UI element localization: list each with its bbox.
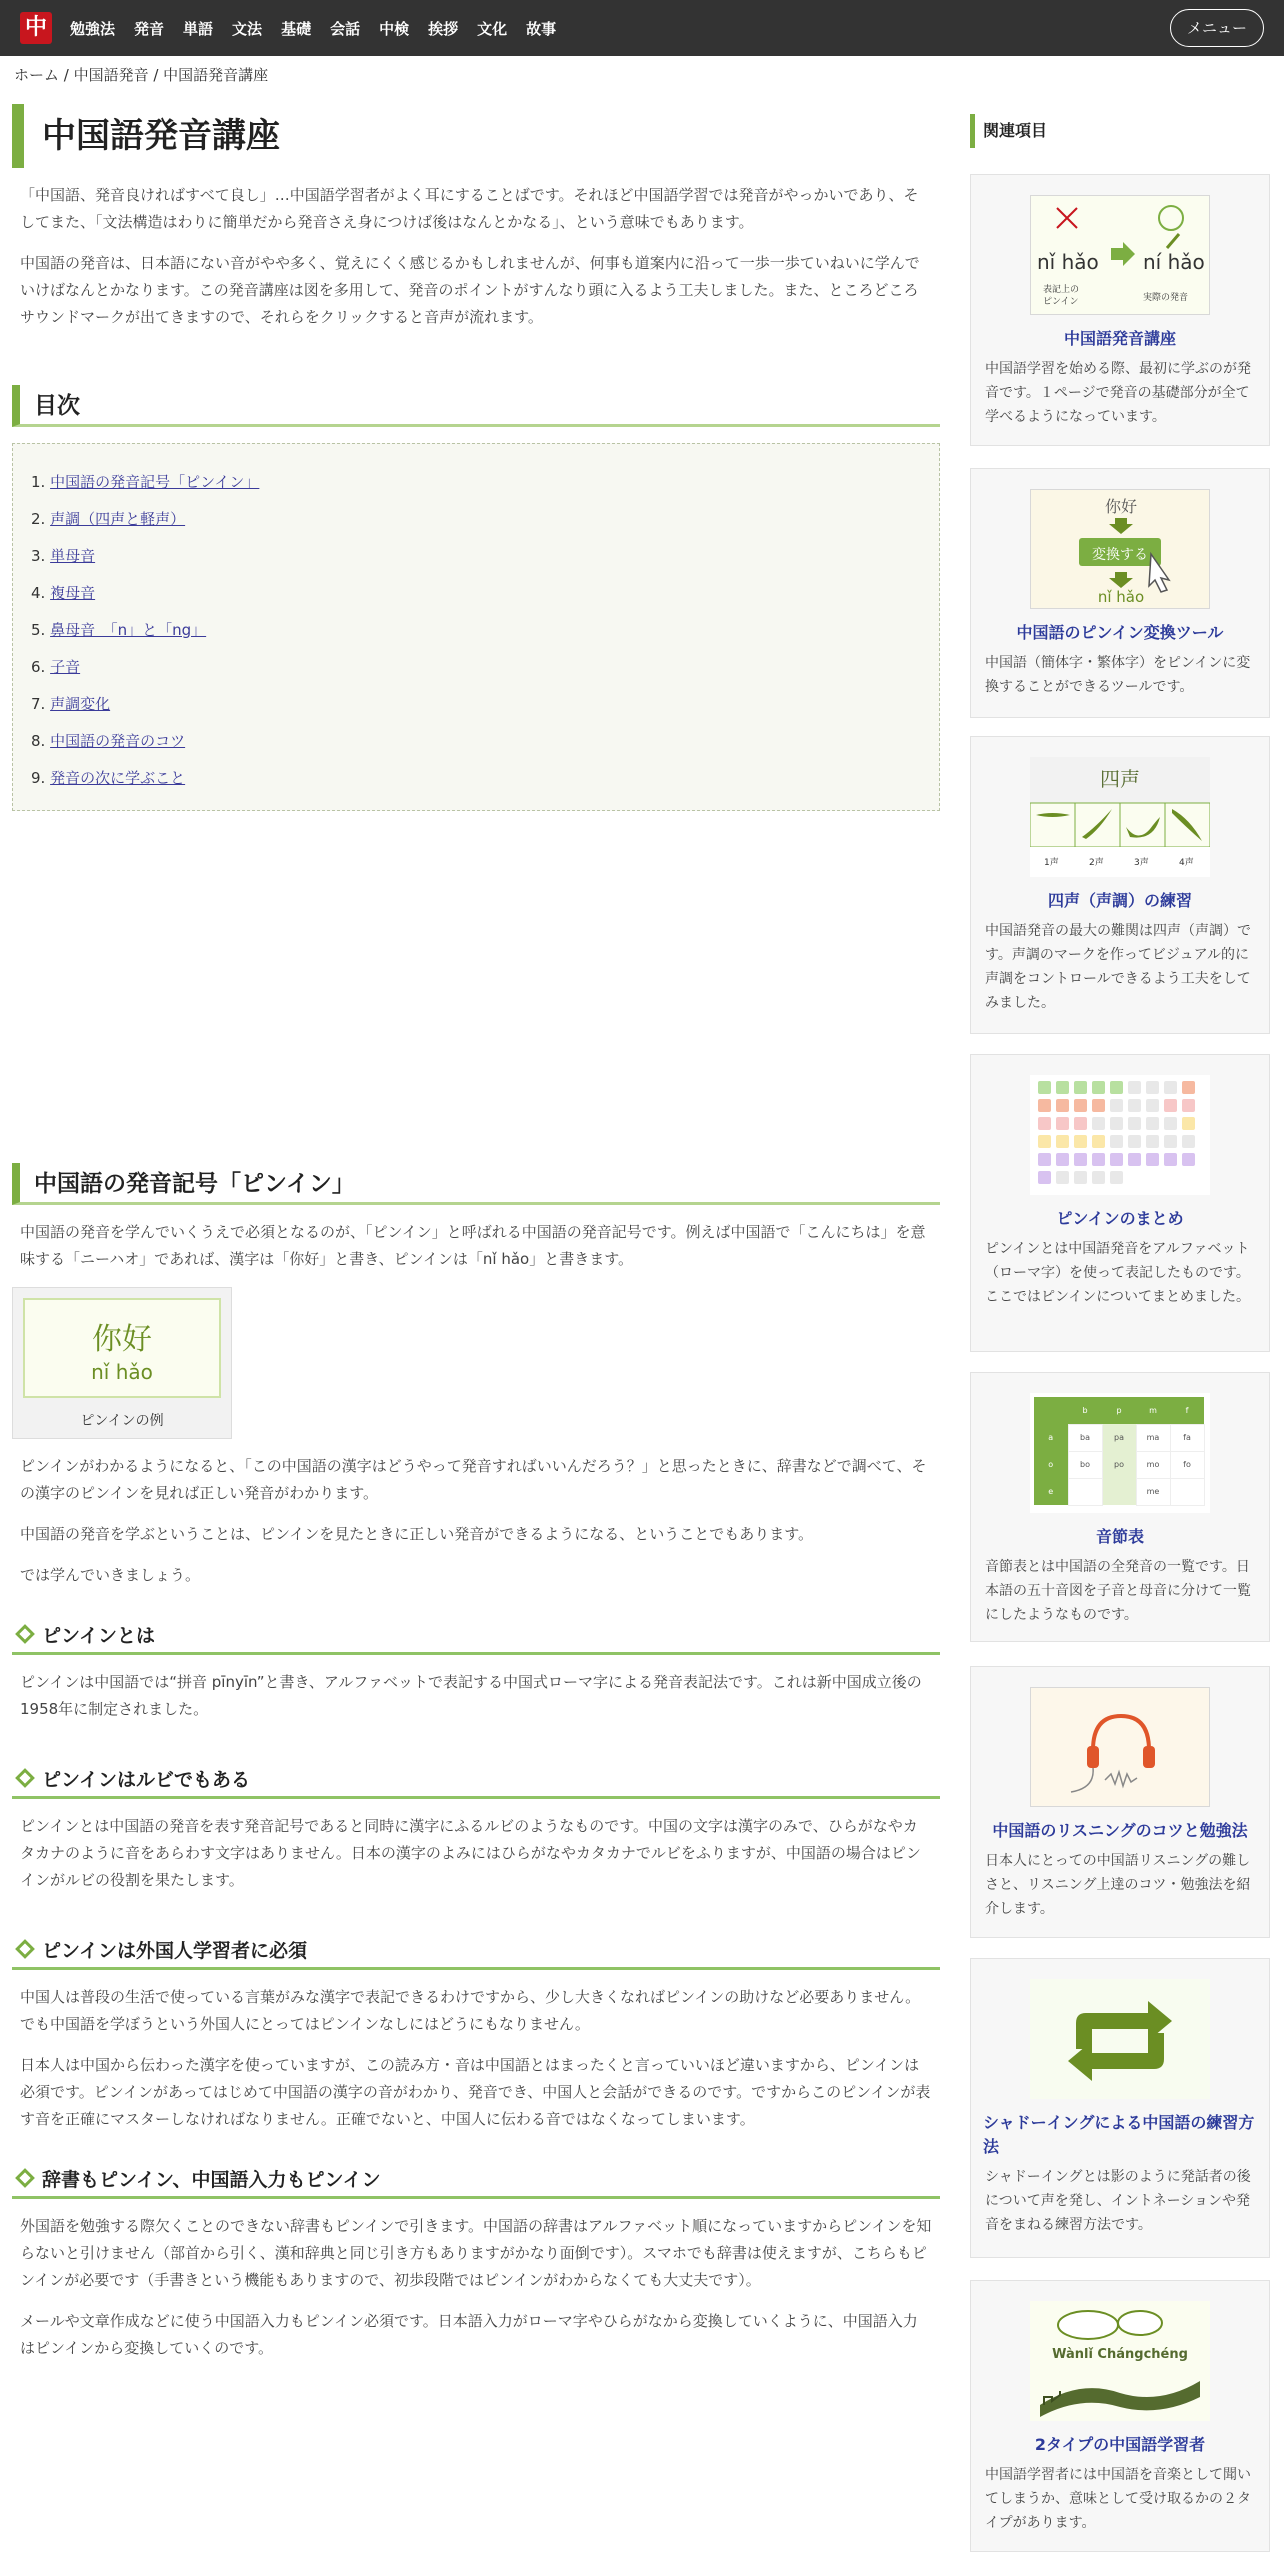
subsection-dictionary-input [12,2161,940,2199]
card-image [1030,1075,1210,1195]
card-title[interactable]: 中国語発音講座 [1063,329,1176,348]
card-image [1030,1687,1210,1807]
pinyin-grid-cell [1056,1153,1069,1166]
headphones-icon [1031,1688,1210,1807]
card8-pinyin-text: Wànlǐ Chángchéng [1052,2347,1188,2362]
card-image [1030,195,1210,315]
toc-item: 5. 鼻母音 「n」と「ng」 [31,621,207,639]
card-title[interactable]: 中国語のピンイン変換ツール [1016,623,1224,642]
pinyin-required-paragraph-2: 日本人は中国から伝わった漢字を使っていますが、この読み方・音は中国語とはまったくと言っていいほど違いますから、ピンインは必須です。ピンインがあってはじめて中国語の漢字の音がわかり、発音でき、中国人と会話ができるのです。ですからこのピンインが表す音を正確にマスターしなければなりません。正確でないと、中国人に伝わる音ではなくなってしまいます。 [20,2056,931,2128]
pinyin-grid-cell [1128,1153,1141,1166]
nav-item-grammar[interactable]: 文法 [232,19,263,38]
subsection-title: ピンインは外国人学習者に必須 [42,1940,308,1962]
pinyin-grid-cell [1074,1153,1087,1166]
pinyin-grid-cell [1074,1099,1087,1112]
pinyin-grid-cell [1146,1153,1159,1166]
subsection-title: ピンインはルビでもある [42,1769,251,1791]
pinyin-grid-cell [1092,1081,1105,1094]
card-image [1030,757,1210,877]
related-card-pronunciation-course[interactable] [970,174,1270,446]
pinyin-grid-cell [1182,1081,1195,1094]
related-card-shadowing[interactable] [970,1958,1270,2258]
top-navigation-bar [0,0,1284,56]
pinyin-grid-cell [1182,1153,1195,1166]
toc-link-tips[interactable]: 中国語の発音のコツ [50,732,186,750]
card-image [1030,489,1210,609]
toc-item: 8. 中国語の発音のコツ [31,732,186,750]
card-description: 中国語学習者には中国語を音楽として聞いてしまうか、意味として受け取るかの２タイプがあります。 [985,2467,1251,2531]
section-pinyin-heading: 中国語の発音記号「ピンイン」 [12,1163,940,1205]
pinyin-grid-cell [1128,1135,1141,1148]
toc-link-compound-vowels[interactable]: 複母音 [50,584,96,602]
repeat-arrows-icon [1030,1979,1210,2099]
example-hanzi: 你好 [92,1322,152,1357]
card-description: 日本人にとっての中国語リスニングの難しさと、リスニング上達のコツ・勉強法を紹介します。 [985,1853,1251,1917]
pinyin-grid-cell [1110,1117,1123,1130]
pinyin-grid-cell [1092,1171,1105,1184]
pinyin-grid-cell [1128,1099,1141,1112]
syllable-table-thumbnail: b p m f a ba pa ma fa o bo po mo fo e me [1034,1397,1205,1506]
related-card-tones-practice[interactable] [970,736,1270,1034]
site-logo[interactable]: 中 [20,12,52,44]
subsection-title: ピンインとは [42,1625,156,1647]
pinyin-grid-cell [1038,1081,1051,1094]
what-is-pinyin-paragraph: ピンインは中国語では“拼音 pīnyīn”と書き、アルファベットで表記する中国式ローマ字による発音表記法です。これは新中国成立後の1958年に制定されました。 [20,1673,922,1718]
nav-item-study[interactable]: 勉強法 [70,19,116,38]
pinyin-paragraph-2: ピンインがわかるようになると、「この中国語の漢字はどうやって発音すればいいんだろう？」と思ったときに、辞書などで調べて、その漢字のピンインを見れば正しい発音がわかります。 [20,1457,927,1502]
pinyin-grid-cell [1038,1171,1051,1184]
card-description: ピンインとは中国語発音をアルファベット（ローマ字）を使って表記したものです。ここではピンインについてまとめました。 [985,1241,1251,1305]
pinyin-grid-cell [1128,1081,1141,1094]
convert-button: 変換する [1092,547,1148,563]
toc-link-next[interactable]: 発音の次に学ぶこと [50,769,186,787]
pinyin-grid-cell [1074,1171,1087,1184]
pinyin-grid-cell [1038,1099,1051,1112]
nav-item-basics[interactable]: 基礎 [281,19,312,38]
pinyin-grid-cell [1164,1099,1177,1112]
toc-item: 4. 複母音 [31,584,96,602]
pinyin-grid-cell [1164,1153,1177,1166]
pinyin-grid-cell [1092,1153,1105,1166]
pinyin-grid-cell [1056,1117,1069,1130]
card-description: 中国語（簡体字・繁体字）をピンインに変換することができるツールです。 [985,655,1251,695]
pinyin-grid-cell [1110,1153,1123,1166]
nav-item-exam[interactable]: 中検 [379,19,410,38]
pinyin-example-figure [12,1287,232,1439]
card-title[interactable]: 四声（声調）の練習 [1047,891,1192,910]
card-title[interactable]: 音節表 [1095,1527,1144,1546]
tone-label-2: 2声 [1089,858,1104,868]
diamond-icon [15,1939,35,1959]
pinyin-grid-cell [1092,1117,1105,1130]
dictionary-paragraph-1: 外国語を勉強する際欠くことのできない辞書もピンインで引きます。中国語の辞書はアルファベット順になっていますからピンインを知らないと引けません（部首から引く、漢和辞典と同じ引き方もありますがかなり面倒です）。スマホでも辞書は使えますが、こちらもピンインが必要です（手書きという機能もありますので、初歩段階ではピンインがわからなくても大丈夫です）。 [20,2217,932,2289]
related-card-listening[interactable] [970,1666,1270,1938]
toc-link-nasal-vowels[interactable]: 鼻母音 「n」と「ng」 [50,621,207,639]
diamond-icon [15,2168,35,2188]
pinyin-grid-cell [1164,1117,1177,1130]
pinyin-chart-thumbnail-icon [1030,1075,1210,1195]
tone-label-4: 4声 [1179,858,1194,868]
pinyin-grid-cell [1056,1171,1069,1184]
pinyin-grid-cell [1074,1135,1087,1148]
pinyin-grid-cell [1146,1117,1159,1130]
subsection-pinyin-required [12,1932,940,1970]
toc-item: 7. 声調変化 [31,695,111,713]
pinyin-grid-cell [1092,1099,1105,1112]
pinyin-grid-cell [1146,1081,1159,1094]
nav-item-culture[interactable]: 文化 [477,19,508,38]
intro-paragraph-2: 中国語の発音は、日本語にない音がやや多く、覚えにくく感じるかもしれませんが、何事も道案内に沿って一歩一歩ていねいに学んでいけばなんとかなります。この発音講座は図を多用して、発音のポイントがすんなり頭に入るよう工夫しました。また、ところどころサウンドマークが出てきますので、それらをクリックすると音声が流れます。 [20,254,920,326]
pinyin-grid-cell [1110,1081,1123,1094]
card-title[interactable]: シャドーイングによる中国語の練習方法 [983,2113,1255,2156]
pinyin-grid-cell [1092,1135,1105,1148]
nav-item-conversation[interactable]: 会話 [330,19,361,38]
pinyin-grid-cell [1146,1099,1159,1112]
card2-hanzi: 你好 [1104,497,1137,516]
card-title[interactable]: ピンインのまとめ [1056,1209,1184,1228]
nav-item-words[interactable]: 単語 [183,19,214,38]
card-image [1030,1979,1210,2099]
related-card-pinyin-tool[interactable] [970,468,1270,718]
pinyin-required-paragraph-1: 中国人は普段の生活で使っている言葉がみな漢字で表記できるわけですから、少し大きくなればピンインの助けなど必要ありません。でも中国語を学ぼうという外国人にとってはピンインなしにはどうにもなりません。 [20,1988,921,2033]
pinyin-grid-cell [1056,1081,1069,1094]
card-description: 中国語学習を始める際、最初に学ぶのが発音です。１ページで発音の基礎部分が全て学べるようになっています。 [985,361,1251,425]
example-caption: ピンインの例 [80,1413,164,1429]
card1-pinyin-left: nǐ hǎo [1037,250,1099,274]
tone-label-3: 3声 [1134,858,1149,868]
nav-item-pronunciation[interactable]: 発音 [134,19,165,38]
dictionary-paragraph-2: メールや文章作成などに使う中国語入力もピンイン必須です。日本語入力がローマ字やひらがなから変換していくように、中国語入力はピンインから変換していくのです。 [20,2312,918,2357]
subsection-title: 辞書もピンイン、中国語入力もピンイン [42,2169,381,2191]
pinyin-grid-cell [1128,1117,1141,1130]
related-card-syllable-table[interactable] [970,1372,1270,1642]
pinyin-grid-cell [1056,1099,1069,1112]
card1-pinyin-right: ní hǎo [1143,250,1205,274]
pinyin-grid-cell [1074,1117,1087,1130]
toc-link-tones[interactable]: 声調（四声と軽声） [50,510,186,528]
pinyin-grid-cell [1038,1117,1051,1130]
card-description: 音節表とは中国語の全発音の一覧です。日本語の五十音図を子音と母音に分けて一覧にしたようなものです。 [985,1559,1251,1623]
diamond-icon [15,1624,35,1644]
sidebar-title: 関連項目 [970,114,1047,148]
pinyin-grid-cell [1182,1117,1195,1130]
related-card-pinyin-summary[interactable] [970,1054,1270,1352]
nav-item-greetings[interactable]: 挨拶 [428,19,459,38]
pinyin-paragraph-1: 中国語の発音を学んでいくうえで必須となるのが、「ピンイン」と呼ばれる中国語の発音記号です。例えば中国語で「こんにちは」を意味する「ニーハオ」であれば、漢字は「你好」と書き、ピンインは「nǐ hǎo」と書きます。 [20,1223,926,1268]
nav-item-idioms[interactable]: 故事 [526,19,557,38]
pinyin-ruby-paragraph: ピンインとは中国語の発音を表す発音記号であると同時に漢字にふるルビのようなものです。中国の文字は漢字のみで、ひらがなやカタカナのように音をあらわす文字はありません。日本の漢字のよみにはひらがなやカタカナでルビをふりますが、中国語の場合はピンインがルビの役割を果たします。 [20,1817,921,1889]
card1-caption-left: 表記上の ピンイン [1043,285,1080,307]
toc-link-tone-change[interactable]: 声調変化 [50,695,111,713]
main-nav [70,0,575,56]
pinyin-grid-cell [1038,1135,1051,1148]
subsection-pinyin-ruby [12,1761,940,1799]
related-card-two-types[interactable] [970,2280,1270,2552]
intro-paragraph-1: 「中国語、発音良ければすべて良し」…中国語学習者がよく耳にすることばです。それほど中国語学習では発音がやっかいであり、そしてまた、「文法構造はわりに簡単だから発音さえ身につけば後はなんとかなる」、という意味でもあります。 [20,186,919,231]
card-title[interactable]: 2タイプの中国語学習者 [1034,2435,1206,2454]
pinyin-grid-cell [1164,1081,1177,1094]
card-description: シャドーイングとは影のように発話者の後について声を発し、イントネーションや発音をまねる練習方法です。 [985,2169,1251,2233]
toc-item: 2. 声調（四声と軽声） [31,510,186,528]
page-title: 中国語発音講座 [12,104,940,168]
pinyin-grid-cell [1146,1135,1159,1148]
pinyin-paragraph-4: では学んでいきましょう。 [20,1566,201,1584]
toc-item: 3. 単母音 [31,547,96,565]
pinyin-grid-cell [1038,1153,1051,1166]
toc-item: 6. 子音 [31,658,81,676]
toc-item: 9. 発音の次に学ぶこと [31,769,186,787]
toc-link-consonants[interactable]: 子音 [50,658,81,676]
card-description: 中国語発音の最大の難関は四声（声調）です。声調のマークを作ってビジュアル的に声調をコントロールできるよう工夫をしてみました。 [985,923,1251,1011]
diamond-icon [15,1768,35,1788]
pinyin-grid-cell [1182,1099,1195,1112]
toc-link-pinyin[interactable]: 中国語の発音記号「ピンイン」 [50,473,260,491]
menu-button[interactable]: メニュー [1170,9,1264,47]
pinyin-paragraph-3: 中国語の発音を学ぶということは、ピンインを見たときに正しい発音ができるようになる、ということでもあります。 [20,1525,814,1543]
subsection-what-is-pinyin [12,1617,940,1655]
pinyin-grid-cell [1074,1081,1087,1094]
pinyin-grid-cell [1110,1135,1123,1148]
pinyin-grid-cell [1110,1099,1123,1112]
card3-title-text: 四声 [1100,767,1140,791]
card2-pinyin: nǐ hǎo [1097,588,1145,606]
tone-label-1: 1声 [1044,858,1059,868]
card-title[interactable]: 中国語のリスニングのコツと勉強法 [992,1821,1248,1840]
pinyin-grid-cell [1056,1135,1069,1148]
toc-item: 1. 中国語の発音記号「ピンイン」 [31,473,260,491]
card-image [1030,2301,1210,2421]
pinyin-grid-cell [1182,1135,1195,1148]
card1-caption-right: 実際の発音 [1143,293,1189,303]
example-pinyin: nǐ hǎo [91,1360,153,1384]
toc-link-single-vowels[interactable]: 単母音 [50,547,96,565]
table-of-contents [12,443,940,811]
pinyin-grid-cell [1164,1135,1177,1148]
main-content [12,100,940,2362]
pinyin-grid-cell [1110,1171,1123,1184]
breadcrumb[interactable]: ホーム / 中国語発音 / 中国語発音講座 [14,66,269,84]
toc-heading: 目次 [12,385,940,427]
card-image [1030,1393,1210,1513]
pinyin-example-image [23,1298,221,1398]
